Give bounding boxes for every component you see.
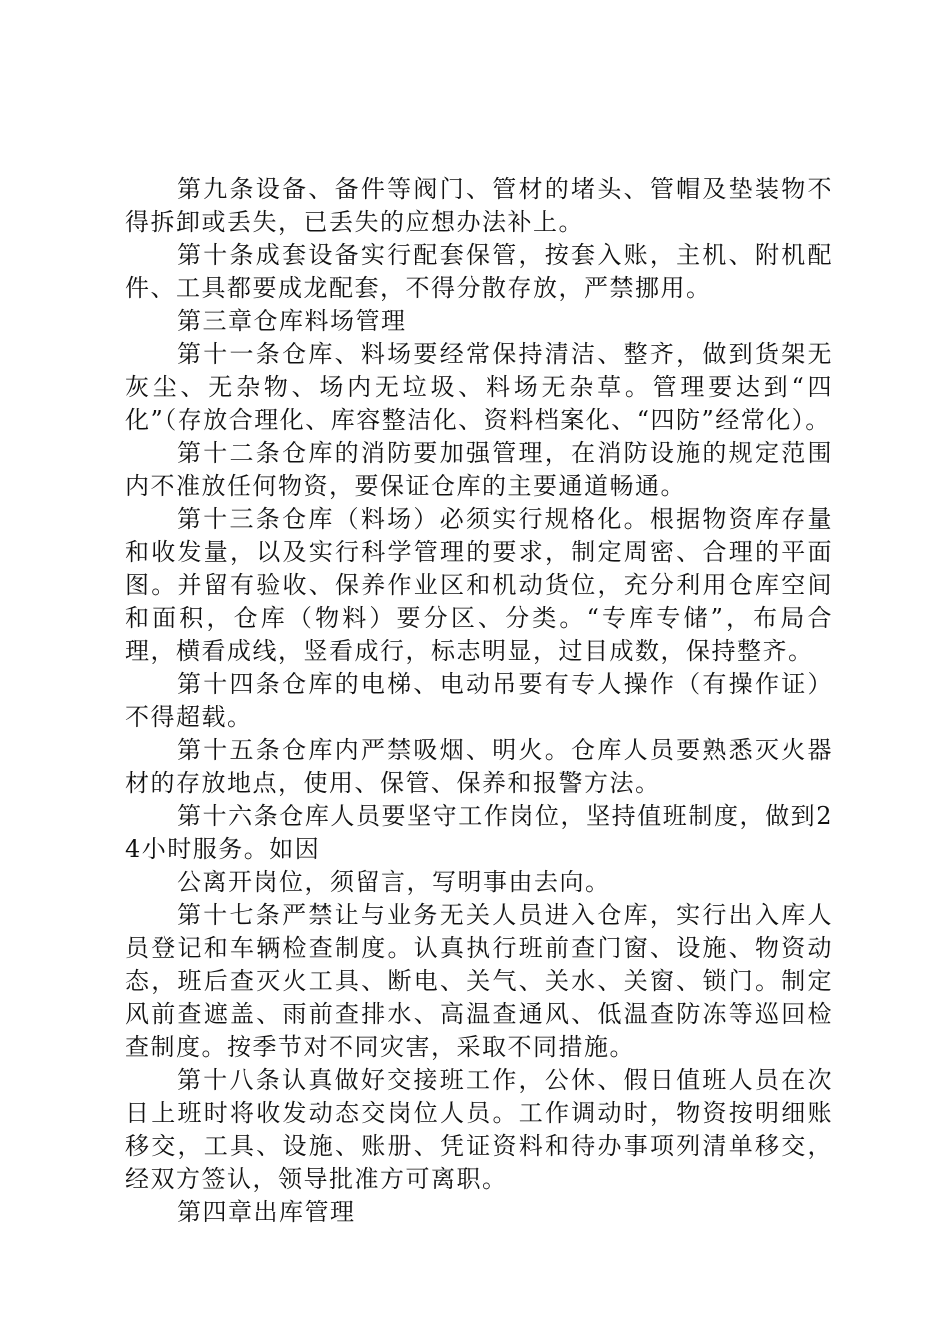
chapter-4-heading: 第四章出库管理 bbox=[177, 1198, 356, 1226]
article-15: 第十五条仓库内严禁吸烟、明火。仓库人员要熟悉灭火器材的存放地点，使用、保管、保养和报警方法。 bbox=[125, 736, 833, 797]
article-17: 第十七条严禁让与业务无关人员进入仓库，实行出入库人员登记和车辆检查制度。认真执行班前查门窗、设施、物资动态，班后查灭火工具、断电、关气、关水、关窗、锁门。制定风前查遮盖、雨前查排水、高温查通风、低温查防冻等巡回检查制度。按季节对不同灾害，采取不同措施。 bbox=[125, 901, 833, 1061]
article-13: 第十三条仓库（料场）必须实行规格化。根据物资库存量和收发量，以及实行科学管理的要求，制定周密、合理的平面图。并留有验收、保养作业区和机动货位，充分利用仓库空间和面积，仓库（物料）要分区、分类。“专库专储”，布局合理，横看成线，竖看成行，标志明显，过目成数，保持整齐。 bbox=[125, 505, 833, 665]
article-10: 第十条成套设备实行配套保管，按套入账，主机、附机配件、工具都要成龙配套，不得分散存放，严禁挪用。 bbox=[125, 241, 833, 302]
article-9: 第九条设备、备件等阀门、管材的堵头、管帽及垫装物不得拆卸或丢失，已丢失的应想办法补上。 bbox=[125, 175, 833, 236]
article-11: 第十一条仓库、料场要经常保持清洁、整齐，做到货架无灰尘、无杂物、场内无垃圾、料场无杂草。管理要达到“四化”（存放合理化、库容整洁化、资料档案化、“四防”经常化）。 bbox=[125, 340, 833, 434]
article-16-continuation: 公离开岗位，须留言，写明事由去向。 bbox=[177, 868, 611, 896]
chapter-3-heading: 第三章仓库料场管理 bbox=[177, 307, 407, 335]
document-body bbox=[125, 173, 833, 1229]
article-18: 第十八条认真做好交接班工作，公休、假日值班人员在次日上班时将收发动态交岗位人员。工作调动时，物资按明细账移交，工具、设施、账册、凭证资料和待办事项列清单移交，经双方签认，领导批准方可离职。 bbox=[125, 1066, 833, 1193]
article-12: 第十二条仓库的消防要加强管理，在消防设施的规定范围内不准放任何物资，要保证仓库的主要通道畅通。 bbox=[125, 439, 833, 500]
article-14: 第十四条仓库的电梯、电动吊要有专人操作（有操作证）不得超载。 bbox=[125, 670, 833, 731]
article-16: 第十六条仓库人员要坚守工作岗位，坚持值班制度，做到24小时服务。如因 bbox=[125, 802, 833, 863]
